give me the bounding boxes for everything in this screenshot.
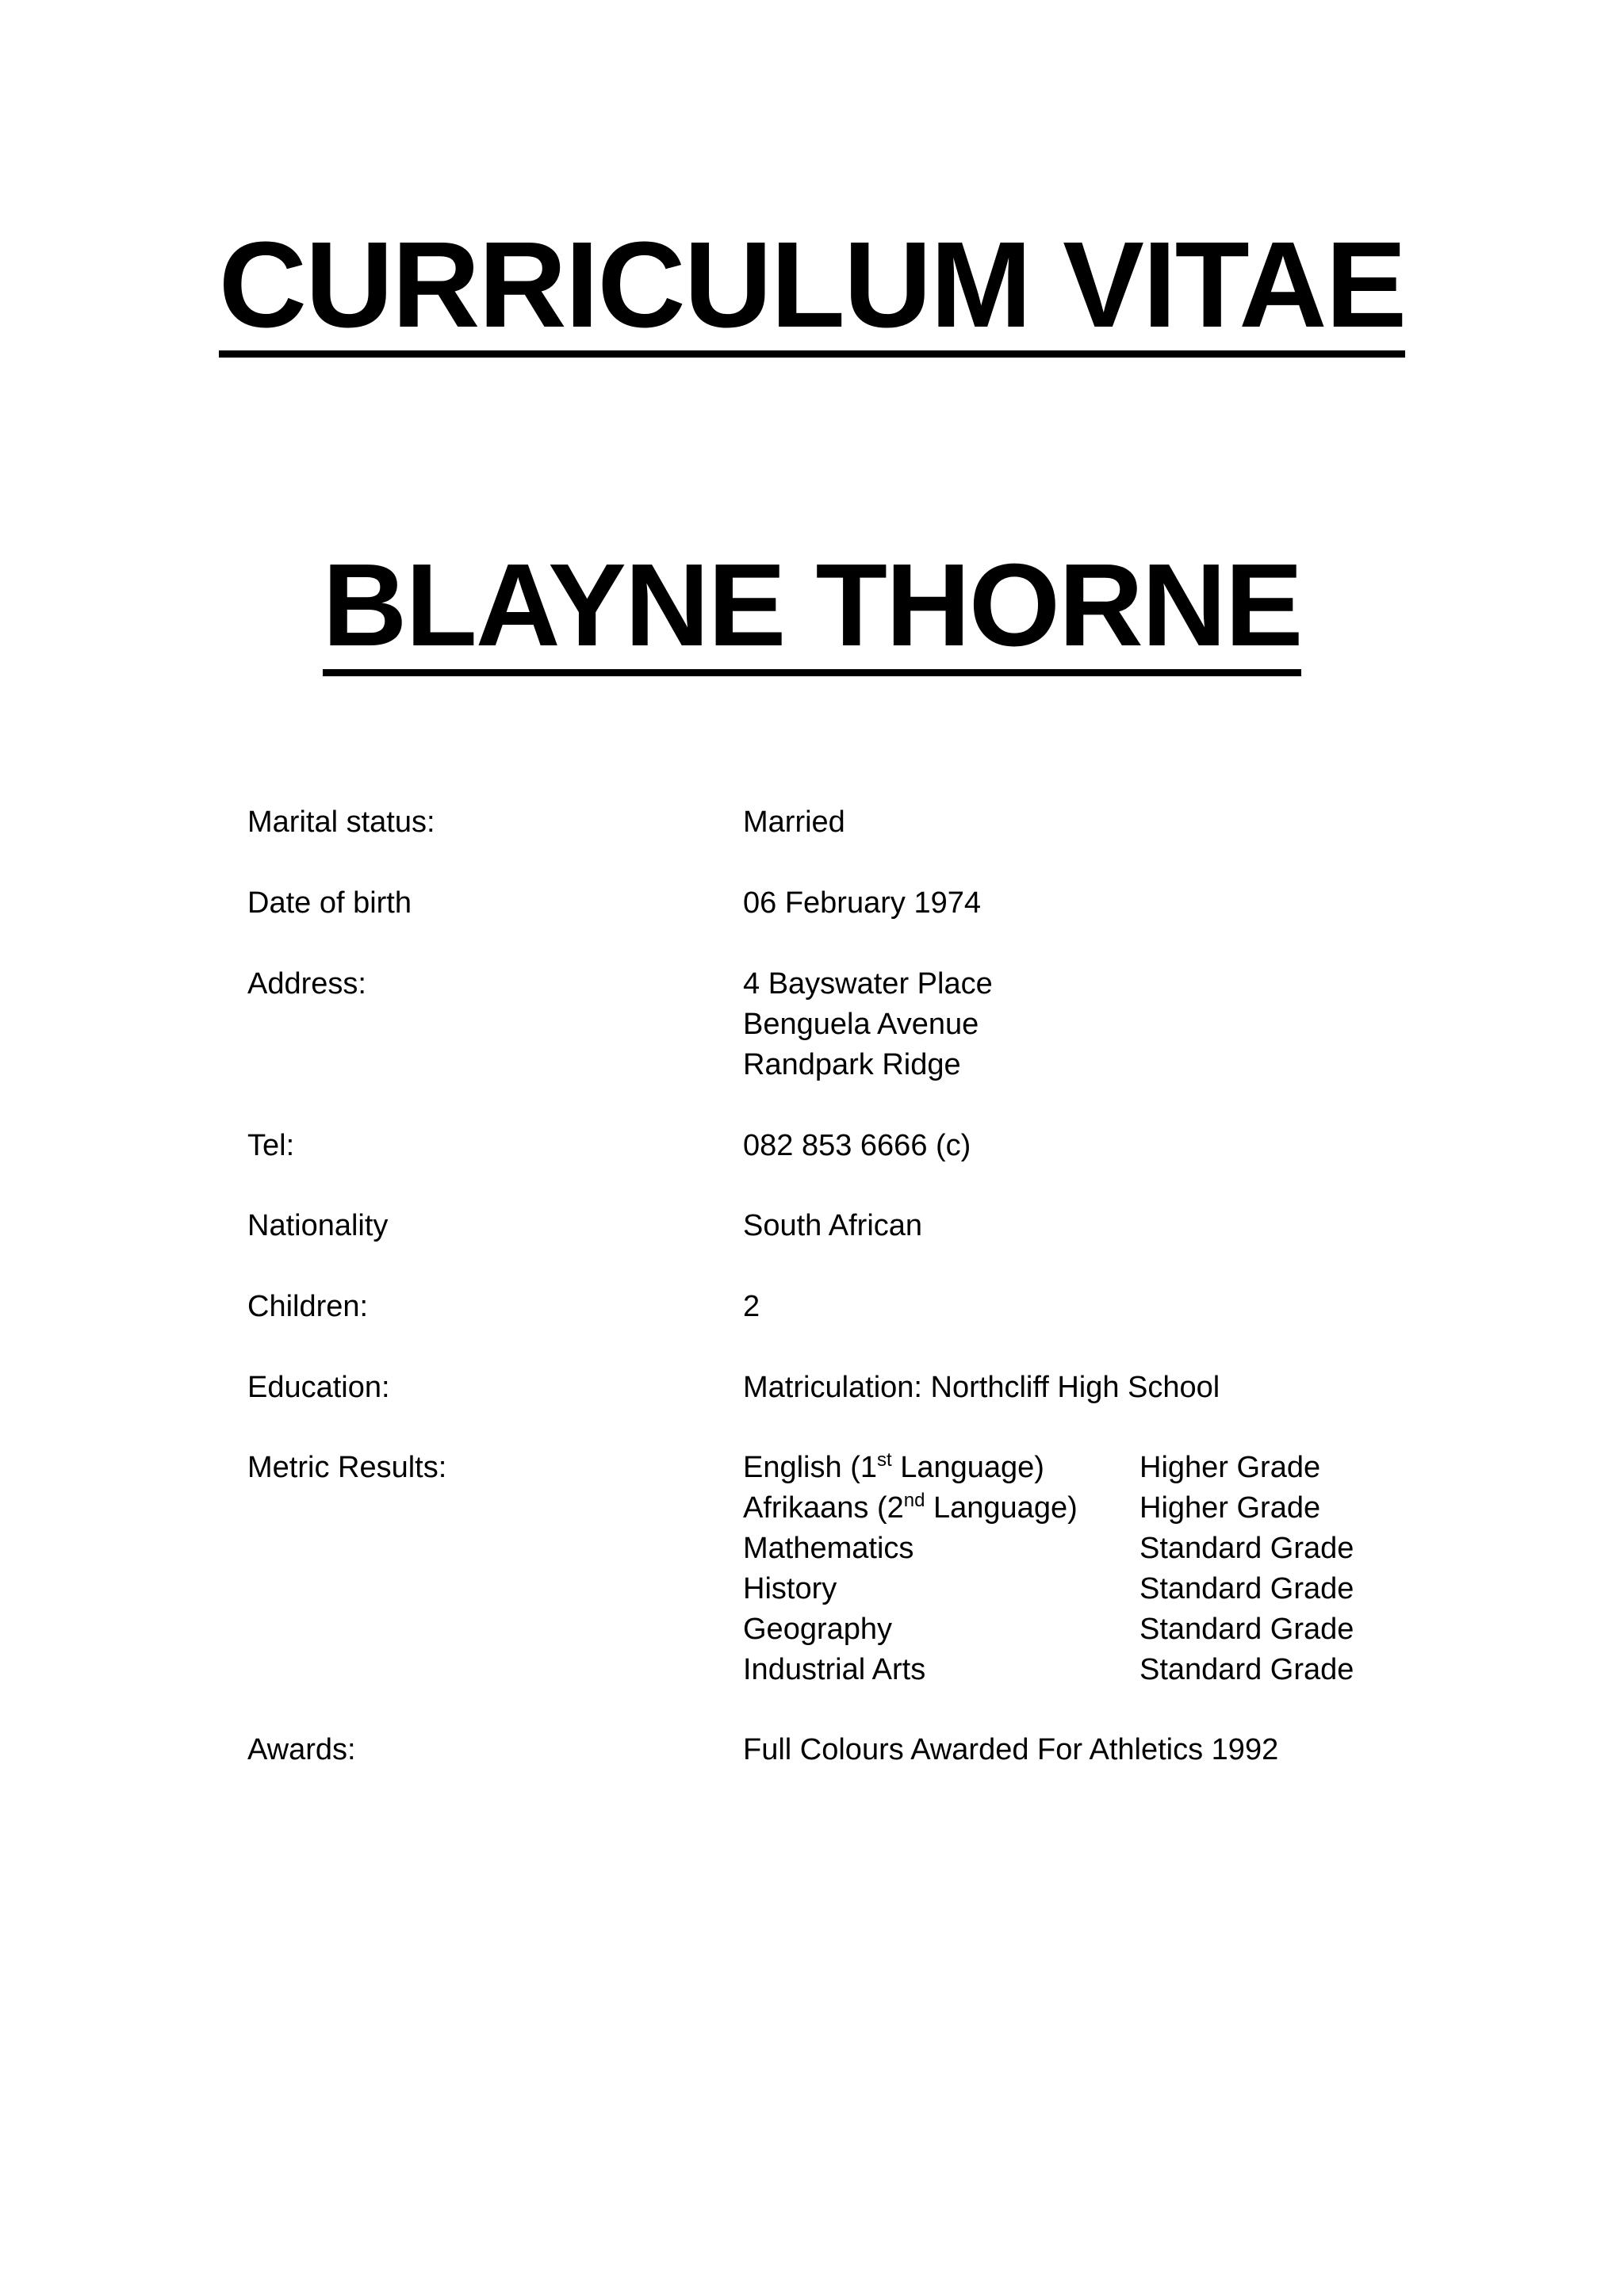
subject-name [743,1488,1078,1529]
address-line: Benguela Avenue [743,1008,979,1041]
date-of-birth-label: Date of birth [247,886,412,920]
subject-grade: Higher Grade [1139,1451,1321,1484]
marital-status-label: Marital status: [247,806,435,839]
subject-row [743,1448,1457,1488]
subject-name-suffix: Language) [891,1451,1044,1484]
subject-name-suffix: Language) [925,1491,1078,1525]
metric-results-table [743,1448,1457,1690]
document-title-text: CURRICULUM VITAE [219,224,1406,358]
awards-label: Awards: [247,1733,356,1766]
subject-name: Industrial Arts [743,1653,926,1686]
metric-results-label: Metric Results: [247,1451,447,1484]
subject-row [743,1569,1457,1609]
subject-name-text: English (1 [743,1451,877,1484]
subject-grade: Standard Grade [1139,1572,1354,1605]
address-line: Randpark Ridge [743,1048,961,1081]
person-name [0,540,1624,676]
subject-name [743,1448,1044,1488]
nationality-value: South African [743,1209,923,1242]
subject-row [743,1488,1457,1529]
subject-name: Mathematics [743,1532,914,1565]
subject-row [743,1650,1457,1690]
subject-row [743,1609,1457,1650]
subject-grade: Standard Grade [1139,1613,1354,1646]
address-line: 4 Bayswater Place [743,967,993,1001]
awards-value: Full Colours Awarded For Athletics 1992 [743,1733,1279,1766]
document-title [0,216,1624,358]
subject-grade: Standard Grade [1139,1653,1354,1686]
children-value: 2 [743,1290,760,1323]
children-label: Children: [247,1290,369,1323]
subject-name-text: Afrikaans (2 [743,1491,904,1525]
person-name-text: BLAYNE THORNE [323,547,1302,676]
marital-status-value: Married [743,806,845,839]
tel-label: Tel: [247,1129,295,1162]
subject-grade: Standard Grade [1139,1532,1354,1565]
subject-grade: Higher Grade [1139,1491,1321,1525]
date-of-birth-value: 06 February 1974 [743,886,981,920]
education-label: Education: [247,1371,390,1404]
address-value [743,964,993,1085]
tel-value: 082 853 6666 (c) [743,1129,971,1162]
subject-ordinal: st [876,1449,892,1471]
subject-row [743,1529,1457,1569]
nationality-label: Nationality [247,1209,389,1242]
subject-ordinal: nd [903,1490,925,1511]
subject-name: History [743,1572,837,1605]
address-label: Address: [247,967,366,1001]
education-value: Matriculation: Northcliff High School [743,1371,1220,1404]
subject-name: Geography [743,1613,893,1646]
